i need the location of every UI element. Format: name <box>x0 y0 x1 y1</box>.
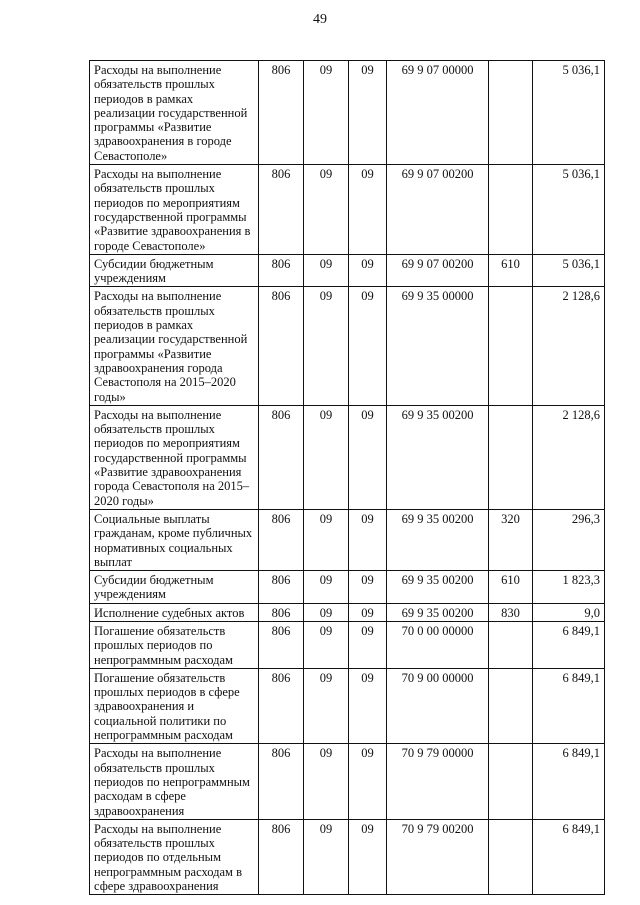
expense-type-cell <box>489 405 533 509</box>
amount-cell: 296,3 <box>533 509 605 570</box>
subsection-code-cell: 09 <box>349 254 387 287</box>
amount-cell: 2 128,6 <box>533 287 605 405</box>
table-row <box>90 287 605 405</box>
ministry-code-cell: 806 <box>259 405 304 509</box>
target-article-cell: 69 9 35 00200 <box>387 603 489 621</box>
target-article-cell: 70 9 00 00000 <box>387 668 489 743</box>
amount-cell: 5 036,1 <box>533 254 605 287</box>
ministry-code-cell: 806 <box>259 668 304 743</box>
table-row <box>90 603 605 621</box>
subsection-code-cell: 09 <box>349 405 387 509</box>
ministry-code-cell: 806 <box>259 621 304 668</box>
section-code-cell: 09 <box>304 165 349 255</box>
expense-name-cell: Расходы на выполнение обязательств прошлых периодов по мероприятиям государственной программы «Развитие здравоохранения в городе Севастополе» <box>90 165 259 255</box>
target-article-cell: 69 9 07 00000 <box>387 61 489 165</box>
section-code-cell: 09 <box>304 405 349 509</box>
amount-cell: 6 849,1 <box>533 668 605 743</box>
section-code-cell: 09 <box>304 819 349 894</box>
expense-type-cell <box>489 744 533 819</box>
section-code-cell: 09 <box>304 621 349 668</box>
table-row <box>90 405 605 509</box>
amount-cell: 2 128,6 <box>533 405 605 509</box>
ministry-code-cell: 806 <box>259 603 304 621</box>
section-code-cell: 09 <box>304 571 349 604</box>
section-code-cell: 09 <box>304 603 349 621</box>
target-article-cell: 69 9 07 00200 <box>387 254 489 287</box>
ministry-code-cell: 806 <box>259 571 304 604</box>
amount-cell: 1 823,3 <box>533 571 605 604</box>
expense-name-cell: Расходы на выполнение обязательств прошлых периодов по мероприятиям государственной программы «Развитие здравоохранения города Севастополя на 2015–2020 годы» <box>90 405 259 509</box>
table-row <box>90 621 605 668</box>
amount-cell: 9,0 <box>533 603 605 621</box>
table-row <box>90 509 605 570</box>
subsection-code-cell: 09 <box>349 744 387 819</box>
expense-type-cell: 320 <box>489 509 533 570</box>
subsection-code-cell: 09 <box>349 603 387 621</box>
target-article-cell: 69 9 35 00200 <box>387 571 489 604</box>
page-number: 49 <box>313 12 327 27</box>
expense-name-cell: Расходы на выполнение обязательств прошлых периодов по непрограммным расходам в сфере здравоохранения <box>90 744 259 819</box>
target-article-cell: 70 9 79 00000 <box>387 744 489 819</box>
amount-cell: 6 849,1 <box>533 621 605 668</box>
target-article-cell: 70 0 00 00000 <box>387 621 489 668</box>
expense-type-cell: 610 <box>489 254 533 287</box>
subsection-code-cell: 09 <box>349 621 387 668</box>
subsection-code-cell: 09 <box>349 287 387 405</box>
target-article-cell: 69 9 35 00200 <box>387 405 489 509</box>
table-row <box>90 165 605 255</box>
ministry-code-cell: 806 <box>259 165 304 255</box>
ministry-code-cell: 806 <box>259 509 304 570</box>
expense-name-cell: Социальные выплаты гражданам, кроме публичных нормативных социальных выплат <box>90 509 259 570</box>
expense-type-cell: 610 <box>489 571 533 604</box>
amount-cell: 6 849,1 <box>533 819 605 894</box>
expense-name-cell: Погашение обязательств прошлых периодов по непрограммным расходам <box>90 621 259 668</box>
section-code-cell: 09 <box>304 61 349 165</box>
table-row <box>90 744 605 819</box>
amount-cell: 5 036,1 <box>533 61 605 165</box>
expense-name-cell: Субсидии бюджетным учреждениям <box>90 254 259 287</box>
table-row <box>90 668 605 743</box>
expense-name-cell: Погашение обязательств прошлых периодов в сфере здравоохранения и социальной политики по непрограммным расходам <box>90 668 259 743</box>
subsection-code-cell: 09 <box>349 165 387 255</box>
target-article-cell: 69 9 07 00200 <box>387 165 489 255</box>
ministry-code-cell: 806 <box>259 744 304 819</box>
expense-name-cell: Субсидии бюджетным учреждениям <box>90 571 259 604</box>
section-code-cell: 09 <box>304 668 349 743</box>
target-article-cell: 70 9 79 00200 <box>387 819 489 894</box>
expense-name-cell: Расходы на выполнение обязательств прошлых периодов в рамках реализации государственной программы «Развитие здравоохранения города Севастополя на 2015–2020 годы» <box>90 287 259 405</box>
ministry-code-cell: 806 <box>259 819 304 894</box>
subsection-code-cell: 09 <box>349 509 387 570</box>
section-code-cell: 09 <box>304 254 349 287</box>
subsection-code-cell: 09 <box>349 61 387 165</box>
ministry-code-cell: 806 <box>259 254 304 287</box>
expense-name-cell: Расходы на выполнение обязательств прошлых периодов по отдельным непрограммным расходам в сфере здравоохранения <box>90 819 259 894</box>
target-article-cell: 69 9 35 00000 <box>387 287 489 405</box>
expense-type-cell <box>489 668 533 743</box>
subsection-code-cell: 09 <box>349 571 387 604</box>
subsection-code-cell: 09 <box>349 668 387 743</box>
expense-name-cell: Расходы на выполнение обязательств прошлых периодов в рамках реализации государственной программы «Развитие здравоохранения в городе Севастополе» <box>90 61 259 165</box>
expense-type-cell <box>489 819 533 894</box>
section-code-cell: 09 <box>304 287 349 405</box>
amount-cell: 5 036,1 <box>533 165 605 255</box>
ministry-code-cell: 806 <box>259 61 304 165</box>
section-code-cell: 09 <box>304 744 349 819</box>
target-article-cell: 69 9 35 00200 <box>387 509 489 570</box>
expense-type-cell: 830 <box>489 603 533 621</box>
subsection-code-cell: 09 <box>349 819 387 894</box>
expense-type-cell <box>489 621 533 668</box>
table-row <box>90 571 605 604</box>
expense-name-cell: Исполнение судебных актов <box>90 603 259 621</box>
table-row <box>90 819 605 894</box>
section-code-cell: 09 <box>304 509 349 570</box>
table-row <box>90 254 605 287</box>
amount-cell: 6 849,1 <box>533 744 605 819</box>
expense-type-cell <box>489 165 533 255</box>
ministry-code-cell: 806 <box>259 287 304 405</box>
expense-type-cell <box>489 287 533 405</box>
table-row <box>90 61 605 165</box>
expense-type-cell <box>489 61 533 165</box>
budget-table <box>89 60 605 895</box>
budget-table-body <box>90 61 605 895</box>
